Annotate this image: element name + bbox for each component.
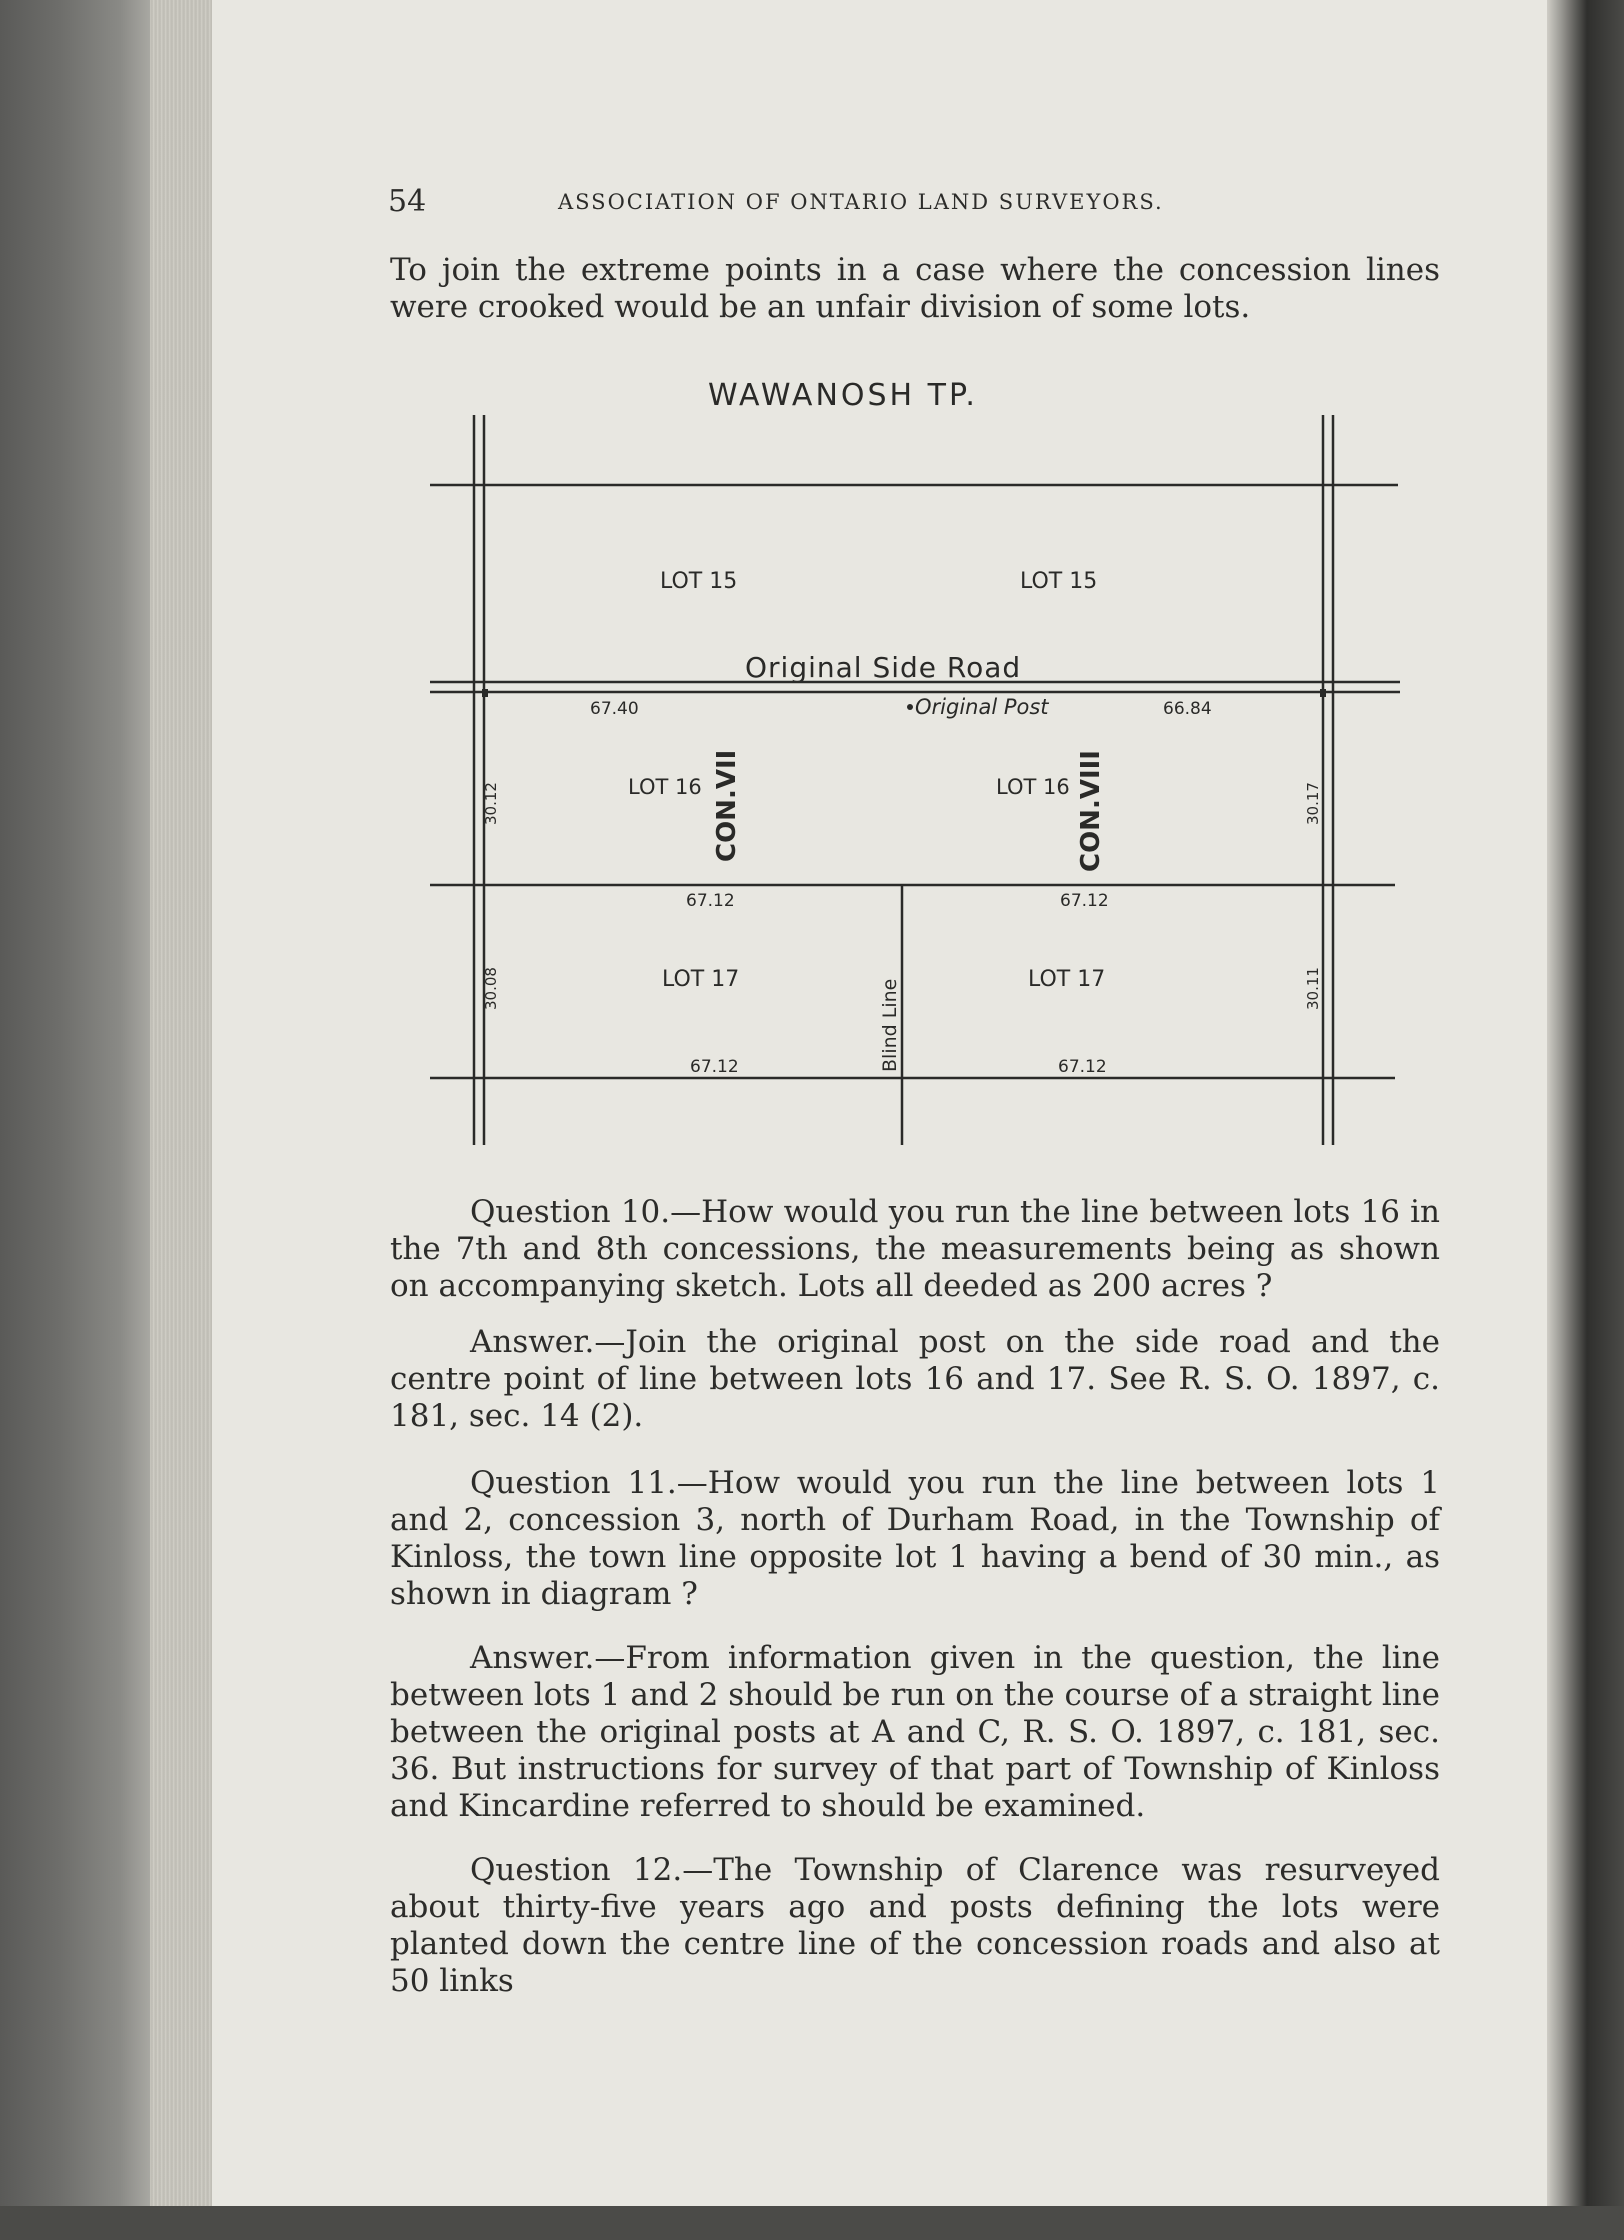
question-10: Question 10.—How would you run the line between lots 16 in the 7th and 8th concessions, the measurements being as shown on accompanying sketch. Lots all deeded as 200 acres ? xyxy=(390,1194,1440,1304)
lot-17-right-label: LOT 17 xyxy=(1028,967,1106,992)
running-head: ASSOCIATION OF ONTARIO LAND SURVEYORS. xyxy=(558,190,1164,214)
measure-top-left: 67.40 xyxy=(590,699,639,719)
page-number: 54 xyxy=(388,184,427,219)
lot-15-right-label: LOT 15 xyxy=(1020,569,1098,594)
lot-16-left-label: LOT 16 xyxy=(628,775,702,799)
post-marker-right xyxy=(1320,689,1326,697)
intro-paragraph: To join the extreme points in a case where the concession lines were crooked would be an unfair division of some lots. xyxy=(390,252,1440,325)
question-12: Question 12.—The Township of Clarence was resurveyed about thirty-five years ago and posts defining the lots were planted down the centre line of the concession roads and also at 50 links xyxy=(390,1852,1440,1999)
original-post-dot xyxy=(907,704,913,710)
side-measure-right-lower: 30.11 xyxy=(1304,967,1322,1010)
book-binding-left xyxy=(0,0,160,2240)
answer-11: Answer.—From information given in the question, the line between lots 1 and 2 should be run on the course of a straight line between the original posts at A and C, R. S. O. 1897, c. 181, sec. 36. But instructions for survey of that part of Township of Kinloss and Kincardine referred to should be examined. xyxy=(390,1640,1440,1824)
bottom-shadow xyxy=(0,2206,1624,2240)
side-road-label: Original Side Road xyxy=(745,651,1022,684)
lot-16-right-label: LOT 16 xyxy=(996,775,1070,799)
diagram-lines xyxy=(430,415,1400,1145)
measure-mid-right: 67.12 xyxy=(1060,891,1109,911)
post-marker-left xyxy=(482,689,488,697)
measure-mid-left: 67.12 xyxy=(686,891,735,911)
measure-top-right: 66.84 xyxy=(1163,699,1212,719)
side-measure-right-upper: 30.17 xyxy=(1304,782,1322,825)
concession-vii-label: CON.VII xyxy=(712,749,742,862)
answer-10: Answer.—Join the original post on the side road and the centre point of line between lots 16 and 17. See R. S. O. 1897, c. 181, sec. 14 (2). xyxy=(390,1324,1440,1434)
page-header xyxy=(388,184,1288,224)
side-measure-left-lower: 30.08 xyxy=(482,967,500,1010)
lot-15-left-label: LOT 15 xyxy=(660,569,738,594)
page-edges-left xyxy=(150,0,212,2240)
concession-viii-label: CON.VIII xyxy=(1076,750,1106,872)
measure-bottom-left: 67.12 xyxy=(690,1057,739,1077)
original-post-label: Original Post xyxy=(915,695,1049,719)
page-edges-right xyxy=(1547,0,1624,2240)
blind-line-label: Blind Line xyxy=(879,978,901,1072)
question-11: Question 11.—How would you run the line between lots 1 and 2, concession 3, north of Durham Road, in the Township of Kinloss, the town line opposite lot 1 having a bend of 30 min., as shown in diagram ? xyxy=(390,1465,1440,1612)
measure-bottom-right: 67.12 xyxy=(1058,1057,1107,1077)
survey-diagram xyxy=(430,370,1410,1150)
side-measure-left-upper: 30.12 xyxy=(482,782,500,825)
diagram-title: WAWANOSH TP. xyxy=(708,378,978,413)
lot-17-left-label: LOT 17 xyxy=(662,967,740,992)
